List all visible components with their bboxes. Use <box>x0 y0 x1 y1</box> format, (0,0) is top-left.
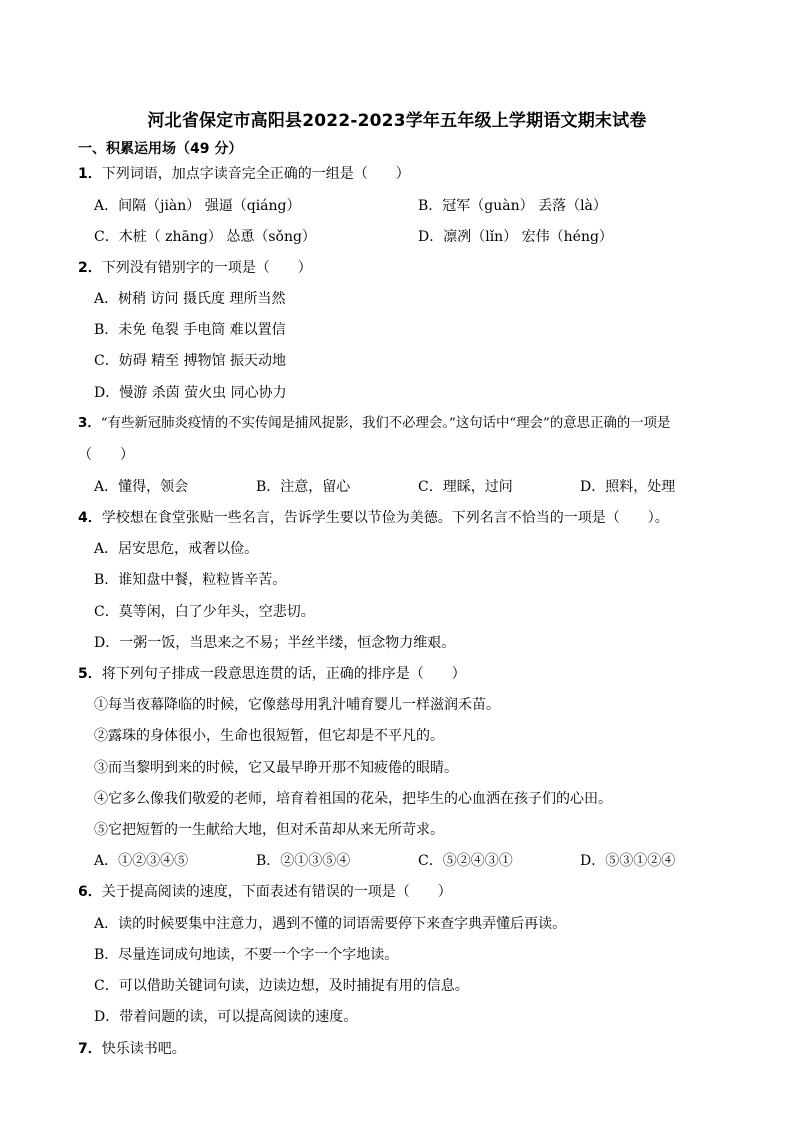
question-stem: 下列没有错别字的一项是（ ） <box>101 260 312 276</box>
question-number: 5． <box>78 666 102 682</box>
question-stem: “有些新冠肺炎疫情的不实传闻是捕风捉影，我们不必理会。”这句话中“理会”的意思正确的一项是 <box>100 416 671 431</box>
option-b: B．②①③⑤④ <box>256 853 351 869</box>
option-d: D．凛冽（lǐn） 宏伟（héng） <box>418 229 613 245</box>
question-number: 1． <box>78 166 102 182</box>
sentence-5: ⑤它把短暂的一生献给大地，但对禾苗却从来无所苛求。 <box>94 822 444 838</box>
option-c: C．莫等闲，白了少年头，空悲切。 <box>94 604 315 620</box>
option-b: B．注意，留心 <box>256 479 351 495</box>
option-b: B．谁知盘中餐，粒粒皆辛苦。 <box>94 572 287 588</box>
question-6 <box>78 883 452 901</box>
option-d: D．慢游 杀茵 萤火虫 同心协力 <box>94 385 287 401</box>
option-c: C．木桩（ zhāng） 怂恿（sǒng） <box>94 229 316 245</box>
exam-title: 河北省保定市高阳县2022-2023学年五年级上学期语文期末试卷 <box>147 111 647 131</box>
question-stem: 关于提高阅读的速度，下面表述有错误的一项是（ ） <box>101 884 452 900</box>
question-5 <box>78 665 466 683</box>
option-d: D．一粥一饭，当思来之不易；半丝半缕，恒念物力维艰。 <box>94 635 456 651</box>
question-number: 4． <box>78 510 102 526</box>
option-a: A．懂得，领会 <box>94 479 189 495</box>
section-heading: 一、积累运用场（49 分） <box>78 141 243 157</box>
sentence-4: ④它多么像我们敬爱的老师，培育着祖国的花朵，把毕生的心血洒在孩子们的心田。 <box>94 791 612 807</box>
question-number: 3． <box>78 416 101 431</box>
question-2 <box>78 259 312 277</box>
option-d: D．⑤③①②④ <box>580 853 676 869</box>
option-b: B．尽量连词成句地读，不要一个字一个字地读。 <box>94 947 399 963</box>
question-3 <box>78 415 670 433</box>
question-7 <box>78 1040 186 1058</box>
option-b: B．未免 龟裂 手电筒 难以置信 <box>94 322 286 338</box>
question-number: 7． <box>78 1041 102 1057</box>
question-stem: 学校想在食堂张贴一些名言，告诉学生要以节俭为美德。下列名言不恰当的一项是（ ）。 <box>101 510 669 526</box>
question-number: 2． <box>78 260 102 276</box>
option-c: C．妨碍 精至 搏物馆 振天动地 <box>94 353 287 369</box>
question-stem: 下列词语，加点字读音完全正确的一组是（ ） <box>101 166 410 182</box>
question-1 <box>78 165 410 183</box>
option-c: C．理睬，过问 <box>418 479 513 495</box>
question-stem: 将下列句子排成一段意思连贯的话，正确的排序是（ ） <box>101 666 466 682</box>
option-c: C．⑤②④③① <box>418 853 513 869</box>
option-a: A．读的时候要集中注意力，遇到不懂的词语需要停下来查字典弄懂后再读。 <box>94 916 567 932</box>
option-d: D．照料，处理 <box>580 479 676 495</box>
sentence-2: ②露珠的身体很小，生命也很短暂，但它却是不平凡的。 <box>94 728 444 744</box>
option-a: A．间隔（jiàn） 强逼（qiáng） <box>94 198 301 214</box>
option-a: A．居安思危，戒奢以俭。 <box>94 541 259 557</box>
question-stem-continued: （ ） <box>78 447 134 463</box>
sentence-3: ③而当黎明到来的时候，它又最早睁开那不知疲倦的眼睛。 <box>94 760 458 776</box>
option-a: A．树稍 访问 摄氏度 理所当然 <box>94 291 286 307</box>
option-a: A．①②③④⑤ <box>94 853 189 869</box>
option-c: C．可以借助关键词句读，边读边想，及时捕捉有用的信息。 <box>94 978 469 994</box>
option-d: D．带着问题的读，可以提高阅读的速度。 <box>94 1009 358 1025</box>
question-number: 6． <box>78 884 102 900</box>
sentence-1: ①每当夜幕降临的时候，它像慈母用乳汁哺育婴儿一样滋润禾苗。 <box>94 697 500 713</box>
question-4 <box>78 509 669 527</box>
option-b: B．冠军（guàn） 丢落（là） <box>418 198 607 214</box>
question-stem: 快乐读书吧。 <box>101 1041 186 1057</box>
